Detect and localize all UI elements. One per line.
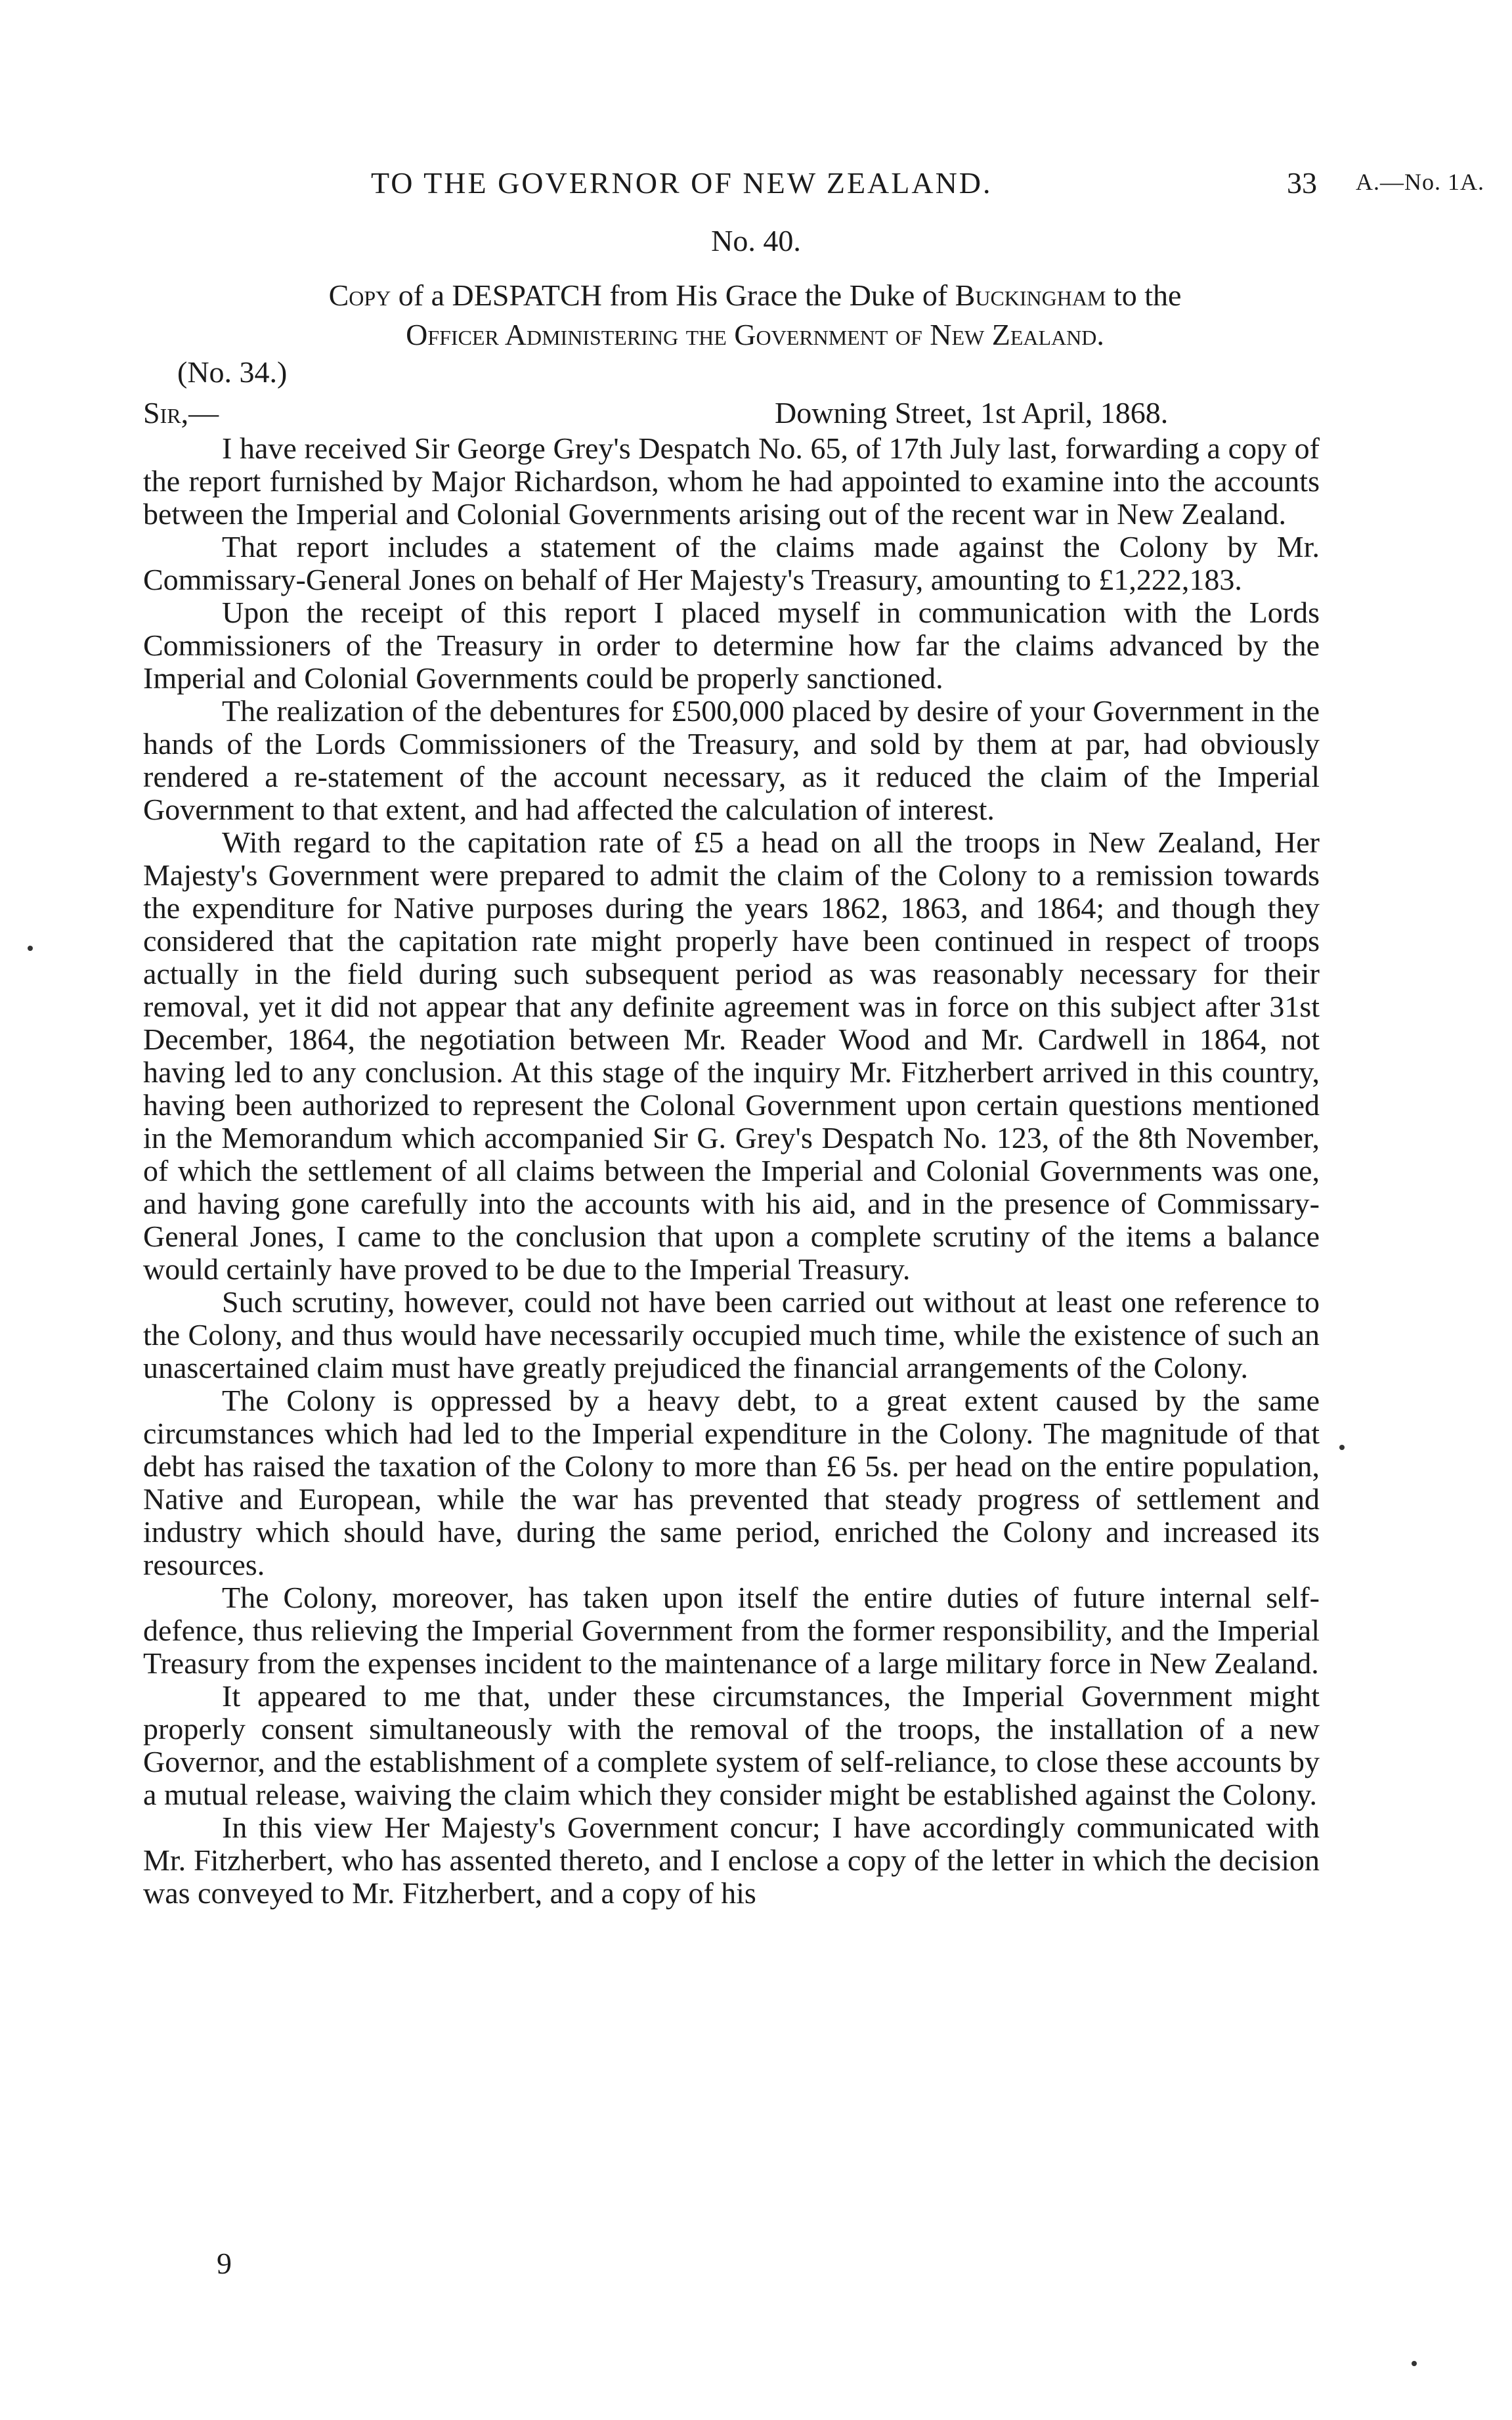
paragraph: I have received Sir George Grey's Despatch No. 65, of 17th July last, forwarding a copy of the report furnished by Major Richardson, whom he had appointed to examine into the accounts between the Imperial and Colonial Governments arising out of the recent war in New Zealand. [143, 431, 1320, 531]
paragraph: Such scrutiny, however, could not have been carried out without at least one reference to the Colony, and thus would have necessarily occupied much time, while the existence of such an unascertained claim must have greatly prejudiced the financial arrangements of the Colony. [143, 1285, 1320, 1384]
body-text [143, 432, 1320, 1910]
title-recipient: Officer Administering the Government of New Zealand. [406, 318, 1104, 351]
despatch-number: (No. 34.) [177, 355, 288, 389]
parliamentary-reference: A.—No. 1A. [1356, 169, 1484, 195]
paragraph: Upon the receipt of this report I placed myself in communication with the Lords Commissioners of the Treasury in order to determine how far the claims advanced by the Imperial and Colonial Governments could be properly sanctioned. [143, 596, 1320, 695]
paragraph: The Colony, moreover, has taken upon itself the entire duties of future internal self-defence, thus relieving the Imperial Government from the former responsibility, and the Imperial Treasury from the expenses incident to the maintenance of a large military force in New Zealand. [143, 1581, 1320, 1680]
running-header [0, 165, 1512, 211]
paragraph: That report includes a statement of the claims made against the Colony by Mr. Commissary-General Jones on behalf of Her Majesty's Treasury, amounting to £1,222,183. [143, 530, 1320, 596]
folio-signature: 9 [217, 2247, 232, 2280]
print-speck [1412, 2361, 1417, 2366]
paragraph: In this view Her Majesty's Government concur; I have accordingly communicated with Mr. Fitzherbert, who has assented thereto, and I enclose a copy of the letter in which the decision was conveyed to Mr. Fitzherbert, and a copy of his [143, 1811, 1320, 1910]
paragraph: With regard to the capitation rate of £5 a head on all the troops in New Zealand, Her Majesty's Government were prepared to admit the claim of the Colony to a remission towards the expenditure for Native purposes during the years 1862, 1863, and 1864; and though they considered that the capitation rate might properly have been continued in respect of troops actually in the field during such subsequent period as was reasonably necessary for their removal, yet it did not appear that any definite agreement was in force on this subject after 31st December, 1864, the negotiation between Mr. Reader Wood and Mr. Cardwell in 1864, not having led to any conclusion. At this stage of the inquiry Mr. Fitzherbert arrived in this country, having been authorized to represent the Colonal Government upon certain questions mentioned in the Memorandum which accompanied Sir G. Grey's Despatch No. 123, of the 8th November, of which the settlement of all claims between the Imperial and Colonial Governments was one, and having gone carefully into the accounts with his aid, and in the presence of Commissary-General Jones, I came to the conclusion that upon a complete scrutiny of the items a balance would certainly have proved to be due to the Imperial Treasury. [143, 825, 1320, 1286]
document-number: No. 40. [711, 224, 801, 257]
title-copy-word: Copy [328, 278, 391, 312]
title-duke-name: Buckingham [955, 278, 1106, 312]
paragraph: It appeared to me that, under these circumstances, the Imperial Government might properly consent simultaneously with the removal of the troops, the installation of a new Governor, and the establishment of a complete system of self-reliance, to close these accounts by a mutual release, waiving the claim which they consider might be established against the Colony. [143, 1679, 1320, 1811]
paragraph: The realization of the debentures for £500,000 placed by desire of your Government in the hands of the Lords Commissioners of the Treasury, and sold by them at par, had obviously rendered a re-statement of the account necessary, as it reduced the claim of the Imperial Government to that extent, and had affected the calculation of interest. [143, 694, 1320, 826]
title-part-1: of a DESPATCH from His Grace the Duke of [391, 278, 955, 312]
page-number: 33 [1287, 166, 1317, 200]
paragraph: The Colony is oppressed by a heavy debt, to a great extent caused by the same circumstances which had led to the Imperial expenditure in the Colony. The magnitude of that debt has raised the taxation of the Colony to more than £6 5s. per head on the entire population, Native and European, while the war has prevented that steady progress of settlement and industry which should have, during the same period, enriched the Colony and increased its resources. [143, 1384, 1320, 1581]
print-speck [28, 946, 33, 951]
print-speck [1339, 1445, 1345, 1450]
salutation: Sir,— [143, 396, 219, 429]
document-title [164, 276, 1346, 355]
title-part-2: to the [1106, 278, 1182, 312]
running-title: TO THE GOVERNOR OF NEW ZEALAND. [371, 166, 993, 200]
dateline: Downing Street, 1st April, 1868. [775, 396, 1169, 429]
